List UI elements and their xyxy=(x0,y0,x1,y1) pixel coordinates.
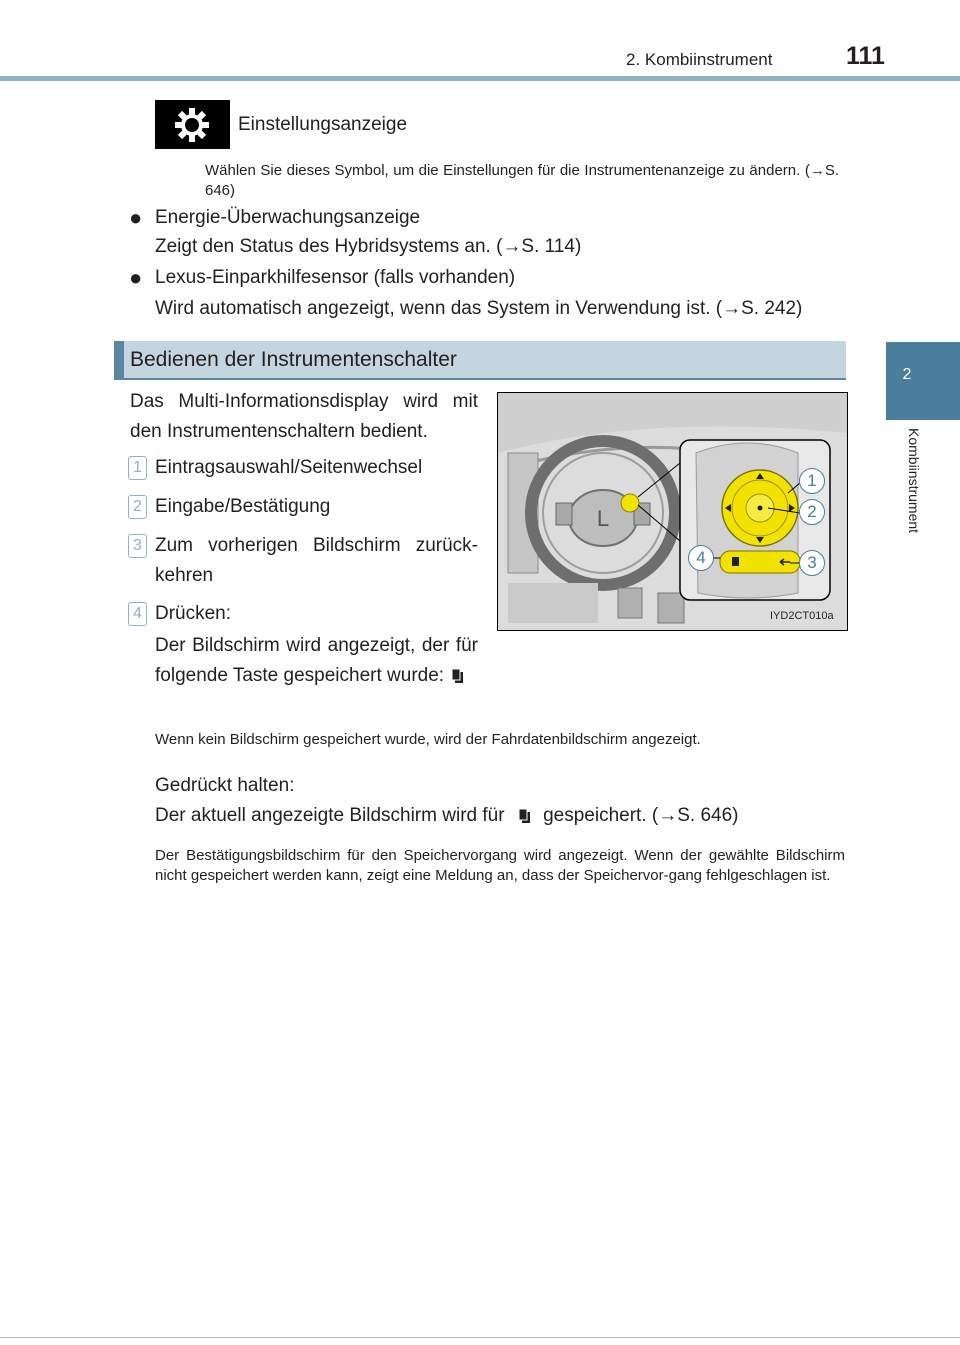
svg-text:L: L xyxy=(596,506,610,531)
figure-code: IYD2CT010a xyxy=(770,610,834,622)
item-number-badge: 4 xyxy=(128,602,147,626)
section-heading-underline xyxy=(114,378,846,380)
steering-wheel-illustration xyxy=(497,392,848,631)
bullet-dot: ● xyxy=(129,205,143,230)
held-title: Gedrückt halten: xyxy=(155,775,295,796)
section-intro: Das Multi-Informationsdisplay wird mit den Instrumentenschaltern bedient. xyxy=(130,391,478,442)
bullet-dot: ● xyxy=(129,265,143,290)
item-text: Zum vorherigen Bildschirm zurück-kehren xyxy=(155,535,478,586)
callout-3: 3 xyxy=(799,550,825,576)
section-heading-accent xyxy=(114,341,124,378)
bullet-text-energy-monitor: Zeigt den Status des Hybridsystems an. (→S. 114) xyxy=(155,236,582,257)
header-divider xyxy=(0,76,960,81)
item-number-badge: 2 xyxy=(128,495,147,519)
memo-pages-icon xyxy=(449,667,465,685)
bullet-title-parking-sensor: Lexus-Einparkhilfesensor (falls vorhanden) xyxy=(155,267,516,288)
held-description xyxy=(155,801,738,831)
item-text: Eingabe/Bestätigung xyxy=(155,496,331,517)
footer-divider xyxy=(0,1337,960,1338)
settings-display-description: Wählen Sie dieses Symbol, um die Einstellungen für die Instrumentenanzeige zu ändern. (→S. 646) xyxy=(205,162,839,199)
held-text-before: Der aktuell angezeigte Bildschirm wird für xyxy=(155,805,505,826)
gear-icon xyxy=(155,100,230,149)
item-number-badge: 3 xyxy=(128,534,147,558)
pressed-text: Der Bildschirm wird angezeigt, der für folgende Taste gespeichert wurde: xyxy=(155,635,478,686)
pressed-description xyxy=(155,631,478,691)
settings-display-title: Einstellungsanzeige xyxy=(238,114,408,135)
pressed-note: Wenn kein Bildschirm gespeichert wurde, wird der Fahrdatenbildschirm angezeigt. xyxy=(155,731,701,748)
callout-1: 1 xyxy=(799,468,825,494)
bullet-text-parking-sensor: Wird automatisch angezeigt, wenn das System in Verwendung ist. (→S. 242) xyxy=(155,298,803,319)
callout-2: 2 xyxy=(799,499,825,525)
chapter-tab-number: 2 xyxy=(902,366,912,383)
item-number-badge: 1 xyxy=(128,456,147,480)
chapter-tab-divider xyxy=(886,420,960,422)
memo-pages-icon xyxy=(516,807,532,825)
chapter-tab-label: Kombiinstrument xyxy=(906,428,922,534)
item-text: Drücken: xyxy=(155,603,232,624)
bullet-title-energy-monitor: Energie-Überwachungsanzeige xyxy=(155,207,421,228)
chapter-tab[interactable] xyxy=(886,342,960,420)
held-text-after: gespeichert. (→S. 646) xyxy=(543,805,739,826)
section-title: Bedienen der Instrumentenschalter xyxy=(130,348,457,371)
item-text: Eintragsauswahl/Seitenwechsel xyxy=(155,457,423,478)
page-number: 111 xyxy=(846,42,885,70)
callout-4: 4 xyxy=(688,545,714,571)
chapter-title: 2. Kombiinstrument xyxy=(626,50,773,69)
held-note: Der Bestätigungsbildschirm für den Speichervorgang wird angezeigt. Wenn der gewählte Bildschirm nicht gespeichert werden kann, zeigt eine Meldung an, dass der Speichervor-gang fehlgeschlagen ist. xyxy=(155,847,845,884)
